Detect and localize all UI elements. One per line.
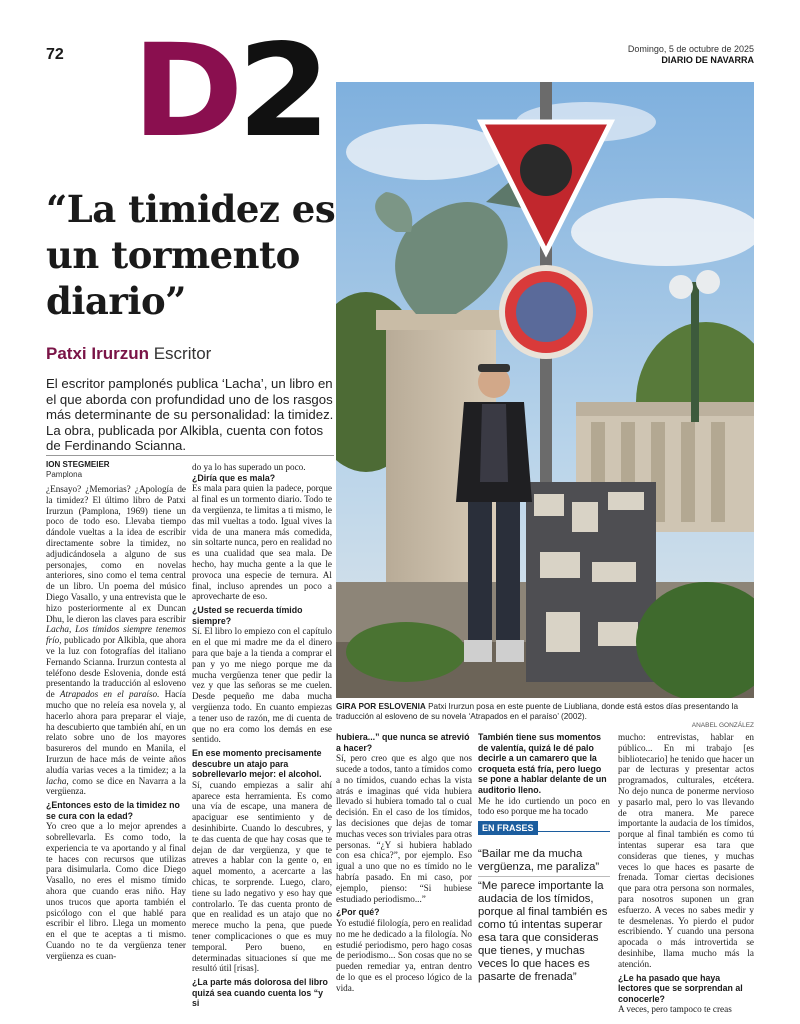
body-text: ¿Ensayo? ¿Memorias? ¿Apología de la timidez? El último libro de Patxi Irurzun (Pamplona, 1969) tiene un poco de todo eso. Llevaba tiempo dándole vueltas a la idea de escribir directamente sobre la timidez, no adjudicándosela a alguno de sus personajes, como en novelas anteriores, sino como el tema central de un libro. Un poema del músico Diego Vasallo, y una entrevista que le hizo posteriormente al ex Duncan Dhu, le dieron las claves para escribir — [46, 484, 186, 624]
body-column-1 — [46, 484, 186, 962]
body-text: publicado por Alkibla, que ahora ve la luz con fotografías del italiano Fernando Scianna. Irurzun contesta al teléfono desde Eslovenia, donde está presentando la traducción al esloveno de — [46, 635, 187, 700]
body-paragraph: Sí, cuando empiezas a salir ahí aparece esta herramienta. Es como una vía de escape, una manera de apaciguar ese sentimiento y de desinhibirte. Cuando lo descubres, y te das cuenta de que hay cosas que te dejan de dar vergüenza, y que te atreves a hablar con la gente o, en aquel momento, a acercarte a las chicas, te sorprende. Luego, claro, tiene su lado negativo y eso hay que controlarlo. Te das cuenta pronto de que en realidad es un atajo que no merece mucho la pena, que puede tener complicaciones o que es muy temporal. Pero bueno, en determinadas situaciones sí que me resultó útil [risas]. — [192, 779, 332, 974]
body-column-5 — [618, 732, 754, 1015]
body-text: como se dice en Navarra a la vergüenza. — [46, 775, 187, 797]
interview-question: ¿Diría que es mala? — [192, 472, 276, 483]
photo-illustration — [336, 82, 754, 698]
interview-question: También tiene sus momentos de valentía, quizá le dé palo decirle a un camarero que la croqueta está fría, pero luego se pone a hablar delante de un auditorio lleno. — [478, 732, 607, 795]
section-masthead — [132, 17, 325, 166]
body-paragraph: mucho: entrevistas, hablar en público... En mi trabajo [es bibliotecario] he tenido que hacer un par de lecturas y presentar actos programados, culturales, etcétera. No dejo nunca de ponerme nervioso y pasarlo mal, pero lo vas llevando de otra manera. Me parece importante la audacia de los tímidos, porque al final también es como tú intentas superar esa tara que consideras que tienes, y muchas veces lo que haces es pasarte de frenada. Tomar ciertas decisiones que para otra persona son normales, para nosotros suponen un gran esfuerzo. A veces no sabes medir y te desmelenas. Yo pierdo el pudor escribiendo. Y cuando una persona apocada o más introvertida se desinhibe, llama mucho más la atención. — [618, 732, 754, 969]
body-paragraph: Yo creo que a lo mejor aprendes a sobrellevarla. Es como todo, la experiencia te va aportando y al final te haces con recursos que utilizas para disimularla. Como dice Diego Vasallo, no eres el mismo tímido ahora que cuando eras niño. Hay unos trucos que aporta también el psicólogo con el que hablé para escribir el libro. Llega un momento en el que te aceptas a ti mismo. Cuando no te da vergüenza tener vergüenza es cuan- — [46, 821, 186, 961]
body-paragraph: Sí. El libro lo empiezo con el capítulo en el que mi madre me da el dinero para que baje a la tienda a comprar el pan y yo me niego porque me da mucha vergüenza tener que pedir la vez y que las señoras se me cuelen. Desde pequeño me daba mucha vergüenza todo. En cuanto empiezas a tener uso de razón, me di cuenta de que no era como los demás en ese sentido. — [192, 626, 332, 745]
caption-text: Patxi Irurzun posa en este puente de Liubliana, donde está estos días presentando la traducción al esloveno de su novela ‘Atrapados en el paraíso’ (2002). — [336, 702, 739, 721]
article-photo — [336, 82, 754, 698]
issue-date: Domingo, 5 de octubre de 2025 — [627, 44, 754, 54]
headline: “La timidez es un tormento diario” — [46, 187, 336, 323]
author-byline — [46, 460, 110, 480]
photo-caption — [336, 702, 754, 722]
body-paragraph: Sí, pero creo que es algo que nos sucede a todos, tanto a tímidos como a no tímidos, cuando echas la vista atrás e imaginas qué vida hubiera llevado si hubiera tomado tal o cual decisión. En el caso de los tímidos, las decisiones que dejas de tomar muchas veces son triviales para otras personas. “¿Y si hubiera hablado con esa chica?”, por ejemplo. Eso igual a uno que no es tímido no le habría pasado. En mi caso, por ejemplo, pienso: “Si hubiese estudiado periodismo...” — [336, 753, 472, 904]
sidebar-label: EN FRASES — [478, 821, 538, 835]
newspaper-name: DIARIO DE NAVARRA — [661, 55, 754, 65]
body-text: Hacía mucho que no releía esa novela y, al hacerlo ahora para preparar el viaje, ha descubierto que también ahí, en un relato sobre uno de los mayores basureros del mundo en Manila, el Irurzun de hace más de veinte años aludía varias veces a la timidez; a la — [46, 689, 186, 775]
interview-question: ¿La parte más dolorosa del libro quizá sea cuando cuenta los “y si — [192, 977, 328, 1009]
section-number: 2 — [237, 17, 325, 166]
byline — [46, 344, 211, 364]
quote-divider — [478, 876, 610, 877]
interview-question: ¿Usted se recuerda tímido siempre? — [192, 605, 303, 626]
interview-question: ¿Entonces esto de la timidez no se cura con la edad? — [46, 800, 180, 821]
standfirst: El escritor pamplonés publica ‘Lacha’, un libro en el que aborda con profundidad uno de los rasgos más determinante de su personalidad: la timidez. La obra, publicada por Alkibla, cuenta con fotos de Ferdinando Scianna. — [46, 376, 334, 453]
body-paragraph: do ya lo has superado un poco. — [192, 462, 306, 472]
sidebar-header — [478, 818, 610, 832]
pull-quote: “Bailar me da mucha vergüenza, me paraliza” — [478, 848, 600, 873]
interviewee-name: Patxi Irurzun — [46, 344, 149, 363]
dateline — [628, 44, 754, 66]
term: lacha, — [46, 775, 69, 786]
body-column-4 — [478, 732, 610, 817]
book-title: Atrapados en el paraíso. — [59, 689, 160, 700]
interview-question: hubiera...” que nunca se atrevió a hacer? — [336, 732, 470, 753]
section-letter: D — [132, 17, 238, 166]
author-name: ION STEGMEIER — [46, 460, 110, 469]
body-paragraph: A veces, pero tampoco te creas — [618, 1004, 732, 1015]
interview-question: En ese momento precisamente descubre un atajo para sobrellevarlo mejor: el alcohol. — [192, 748, 322, 780]
sidebar-rule — [478, 831, 610, 832]
body-column-3 — [336, 732, 472, 994]
interview-question: ¿Le ha pasado que haya lectores que se sorprendan al conocerle? — [618, 972, 743, 1004]
book-title: Lacha, Los tímidos siempre tenemos frío, — [46, 624, 186, 646]
page-number: 72 — [46, 46, 64, 63]
interview-question: ¿Por qué? — [336, 907, 380, 918]
body-paragraph: Me he ido curtiendo un poco en todo eso porque me ha tocado — [478, 795, 610, 817]
interviewee-role: Escritor — [153, 344, 212, 363]
body-column-2 — [192, 462, 332, 1009]
author-city: Pamplona — [46, 470, 83, 479]
pull-quote: “Me parece importante la audacia de los tímidos, porque al final también es como tú intentas superar esa tara que consideras que tienes, y muchas veces lo que haces es pasarte de frenada” — [478, 880, 608, 983]
body-paragraph: Es mala para quien la padece, porque al final es un tormento diario. Todo te da vergüenza, te limitas a ti mismo, le das mil vueltas a todo. Igual vives la vida de una manera más comedida, sin soltarte nunca, pero en realidad no es una cualidad que sea mala. De hecho, hay mucha gente a la que le provoca una especie de ternura. Al final, incluso aprendes un poco a aprovecharte de eso. — [192, 483, 332, 602]
photo-credit: ANABEL GONZÁLEZ — [691, 722, 754, 729]
divider — [46, 455, 334, 456]
body-paragraph — [46, 484, 186, 797]
caption-lead: GIRA POR ESLOVENIA — [336, 702, 426, 711]
body-paragraph: Yo estudié filología, pero en realidad no me he dedicado a la filología. No estudié periodismo, pero hago cosas de periodismo... Son cosas que no se pueden remediar ya, entran dentro de lo que es el proceso lógico de la vida. — [336, 917, 472, 993]
